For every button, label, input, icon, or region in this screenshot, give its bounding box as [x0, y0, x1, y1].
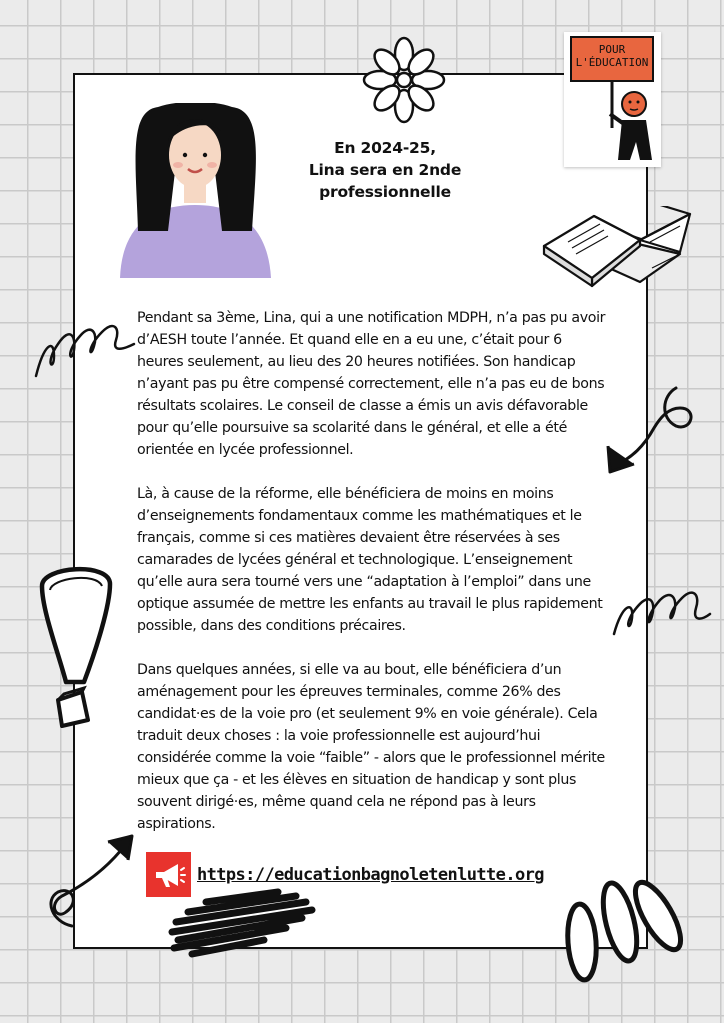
lina-avatar — [118, 103, 273, 278]
flower-doodle-icon — [362, 36, 446, 124]
exclamation-doodle-icon — [36, 560, 118, 738]
pour-education-poster — [564, 32, 661, 167]
swirl-arrow-doodle-icon — [38, 830, 138, 930]
paragraph-2: Là, à cause de la réforme, elle bénéficiera de moins en moins d’enseignements fondamentaux comme les mathématiques et le français, comme si ces matières devaient être réservées à ses camarades de lycées général et technologique. L’enseignement qu’elle aura sera tourné vers une “adaptation à l’emploi” dans une optique assumée de mettre les enfants au travail le plus rapidement possible, dans des conditions précaires. — [137, 486, 603, 634]
paragraph-1: Pendant sa 3ème, Lina, qui a une notification MDPH, n’a pas pu avoir d’AESH toute l’année. Et quand elle en a eu une, c’était pour 6 heures seulement, au lieu des 20 heures notifiées. Son handicap n’ayant pas pu être compensé correctement, elle n’a pas eu de bons résultats scolaires. Le conseil de classe a émis un avis défavorable pour qu’elle poursuive sa scolarité dans le général, et elle a été orientée en lycée professionnel. — [137, 310, 606, 458]
article-body — [137, 307, 607, 857]
poster-sign-line1: POUR — [598, 43, 626, 56]
open-books-doodle-icon — [540, 206, 716, 306]
page-title — [290, 137, 480, 203]
poster-sign-line2: L'ÉDUCATION — [575, 56, 649, 69]
title-line-1: En 2024-25, — [334, 139, 436, 157]
loop-doodle-right — [610, 578, 714, 648]
title-line-2: Lina sera en 2nde — [308, 161, 462, 179]
petal-strokes-doodle — [560, 876, 688, 984]
scribble-doodle — [166, 888, 322, 958]
paragraph-3: Dans quelques années, si elle va au bout, elle bénéficiera d’un aménagement pour les épreuves terminales, comme 26% des candidat·es de la voie pro (et seulement 9% en voie générale). Cela traduit deux choses : la voie professionnelle est aujourd’hui considérée comme la voie “faible” - alors que le professionnel mérite mieux que ça - et les élèves en situation de handicap y sont plus souvent dirigé·es, même quand cela ne répond pas à leurs aspirations. — [137, 662, 605, 832]
loop-doodle-left — [32, 314, 138, 384]
website-link[interactable]: https://educationbagnoletenlutte.org — [197, 864, 544, 885]
title-line-3: professionnelle — [319, 183, 451, 201]
protester-figure-icon — [564, 32, 661, 167]
curved-arrow-doodle-icon — [602, 378, 702, 478]
